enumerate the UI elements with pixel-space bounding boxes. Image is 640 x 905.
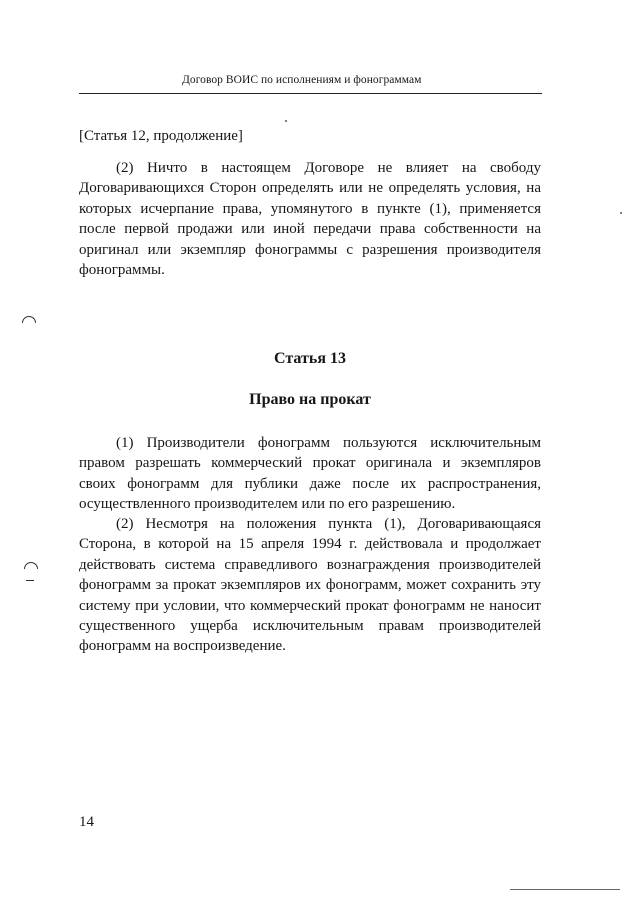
page-number: 14 <box>79 814 94 830</box>
binder-hole-mark <box>22 316 36 323</box>
article-13-paragraph-1: (1) Производители фонограмм пользуются исключительным правом разрешать коммерческий прокат оригинала и экземпляров своих фонограмм для публики даже после их распространения, осуществленного производителем или по его разрешению. <box>79 435 541 513</box>
running-header: Договор ВОИС по исполнениям и фонограммам <box>182 74 422 86</box>
scan-speck <box>620 212 622 214</box>
article-12-paragraph-2: (2) Ничто в настоящем Договоре не влияет на свободу Договаривающихся Сторон определять или не определять условия, на которых исчерпание права, упомянутого в пункте (1), применяется после первой продажи или иной передачи права собственности на оригинал или экземпляр фонограммы с разрешения производителя фонограммы. <box>79 160 541 279</box>
article-13-paragraph-2: (2) Несмотря на положения пункта (1), Договаривающаяся Сторона, в которой на 15 апреля 1994 г. действовала и продолжает действовать система справедливого вознаграждения производителей фонограмм за прокат экземпляров их фонограмм, может сохранить эту систему при условии, что коммерческий прокат фонограмм не наносит существенного ущерба исключительным правам производителей фонограмм на воспроизведение. <box>79 516 541 655</box>
scan-speck <box>285 120 287 122</box>
article-heading: Статья 13 <box>274 350 346 367</box>
binder-hole-mark <box>24 562 38 569</box>
article-continuation-label: [Статья 12, продолжение] <box>79 128 243 144</box>
binder-hole-mark <box>26 580 34 581</box>
article-title: Право на прокат <box>249 391 371 408</box>
header-rule <box>79 93 542 94</box>
scan-edge-line <box>510 889 620 890</box>
